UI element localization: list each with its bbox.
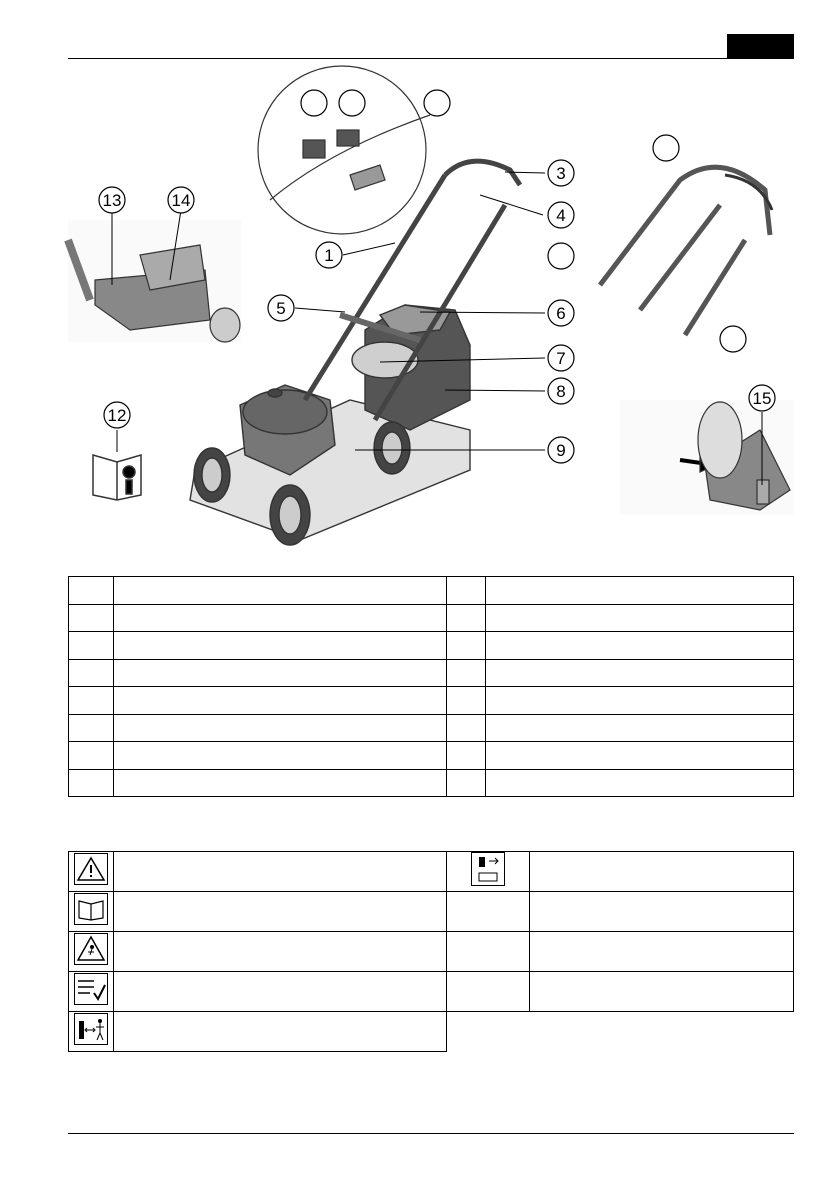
table-row [69, 632, 794, 660]
parts-table [68, 576, 794, 797]
callout-13-label: 13 [102, 191, 122, 210]
bag-inset [68, 220, 241, 342]
table-row [69, 742, 794, 770]
callout-3-label: 3 [556, 164, 566, 183]
handle-detail [600, 167, 772, 335]
detail-circle [258, 66, 430, 234]
table-row [69, 604, 794, 632]
callout-blank-d [548, 243, 574, 269]
callout-blank-f [720, 326, 746, 352]
callout-blank-a [301, 90, 327, 116]
callout-6-label: 6 [556, 304, 566, 323]
table-row [69, 659, 794, 687]
lawnmower-illustration [0, 0, 839, 560]
manual-reference-icon [93, 455, 141, 500]
callout-7-label: 7 [556, 349, 566, 368]
table-row [69, 932, 794, 972]
keep-distance-icon [74, 1013, 108, 1045]
callout-4-label: 4 [556, 206, 566, 225]
callout-9-label: 9 [556, 441, 566, 460]
table-row [69, 687, 794, 715]
callout-12-label: 12 [107, 406, 127, 425]
table-row [69, 972, 794, 1012]
callout-14-label: 14 [171, 191, 191, 210]
blade-warning-icon [74, 973, 108, 1005]
footer-rule [68, 1133, 794, 1134]
table-row [69, 577, 794, 605]
callout-1-label: 1 [324, 246, 334, 265]
callout-8-label: 8 [556, 382, 566, 401]
disconnect-plug-icon [471, 852, 505, 886]
warning-icon [74, 853, 108, 885]
table-row [69, 714, 794, 742]
table-row [69, 769, 794, 797]
symbols-table [68, 851, 794, 1052]
callout-blank-c [424, 90, 450, 116]
table-row [69, 1012, 794, 1052]
table-row [69, 892, 794, 932]
thrown-object-warning-icon [74, 933, 108, 965]
callout-blank-e [653, 135, 679, 161]
callout-blank-b [339, 90, 365, 116]
mulch-detail [620, 400, 794, 515]
manual-icon [74, 893, 108, 925]
table-row [69, 852, 794, 892]
callout-5-label: 5 [276, 299, 286, 318]
callout-15-label: 15 [752, 389, 772, 408]
